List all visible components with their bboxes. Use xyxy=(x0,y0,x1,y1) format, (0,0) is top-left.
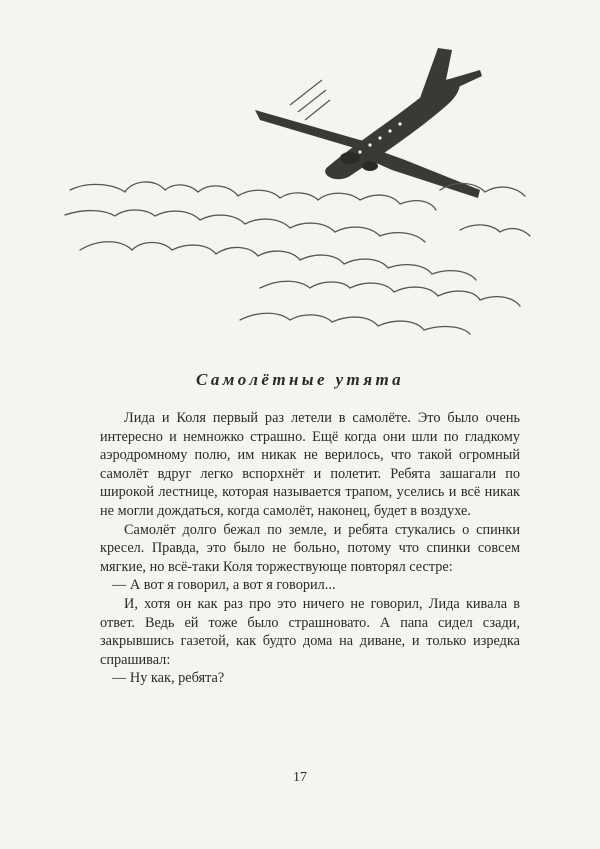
story-title: Самолётные утята xyxy=(195,370,405,389)
speed-lines xyxy=(290,80,330,120)
clouds-drawing xyxy=(65,182,530,334)
paragraph: И, хотя он как раз про это ничего не говорил, Лида кивала в ответ. Ведь ей тоже было страшновато. А папа сидел сзади, закрывшись газетой, как будто дома на диване, и только изредка спрашивал: xyxy=(100,595,520,668)
dialog-line: — А вот я говорил, а вот я говорил... xyxy=(112,577,336,594)
airplane-over-clouds-drawing xyxy=(60,40,540,340)
airplane-icon xyxy=(255,48,482,198)
story-body xyxy=(100,409,520,688)
paragraph: Лида и Коля первый раз летели в самолёте. Это было очень интересно и немножко страшно. Ещё когда они шли по гладкому аэродромному полю, им никак не верилось, что такой огромный самолёт вдруг легко вспорхнёт и полетит. Ребята зашагали по широкой лестнице, которая называется трапом, уселись и всё никак не могли дождаться, когда самолёт, наконец, будет в воздухе. xyxy=(100,410,520,519)
paragraph: Самолёт долго бежал по земле, и ребята стукались о спинки кресел. Правда, это было не больно, потому что спинки совсем мягкие, но всё-таки Коля торжествующе повторял сестре: xyxy=(100,521,520,575)
airplane-illustration xyxy=(60,40,540,340)
page-number: 17 xyxy=(293,770,307,785)
dialog-line: — Ну как, ребята? xyxy=(112,670,225,687)
